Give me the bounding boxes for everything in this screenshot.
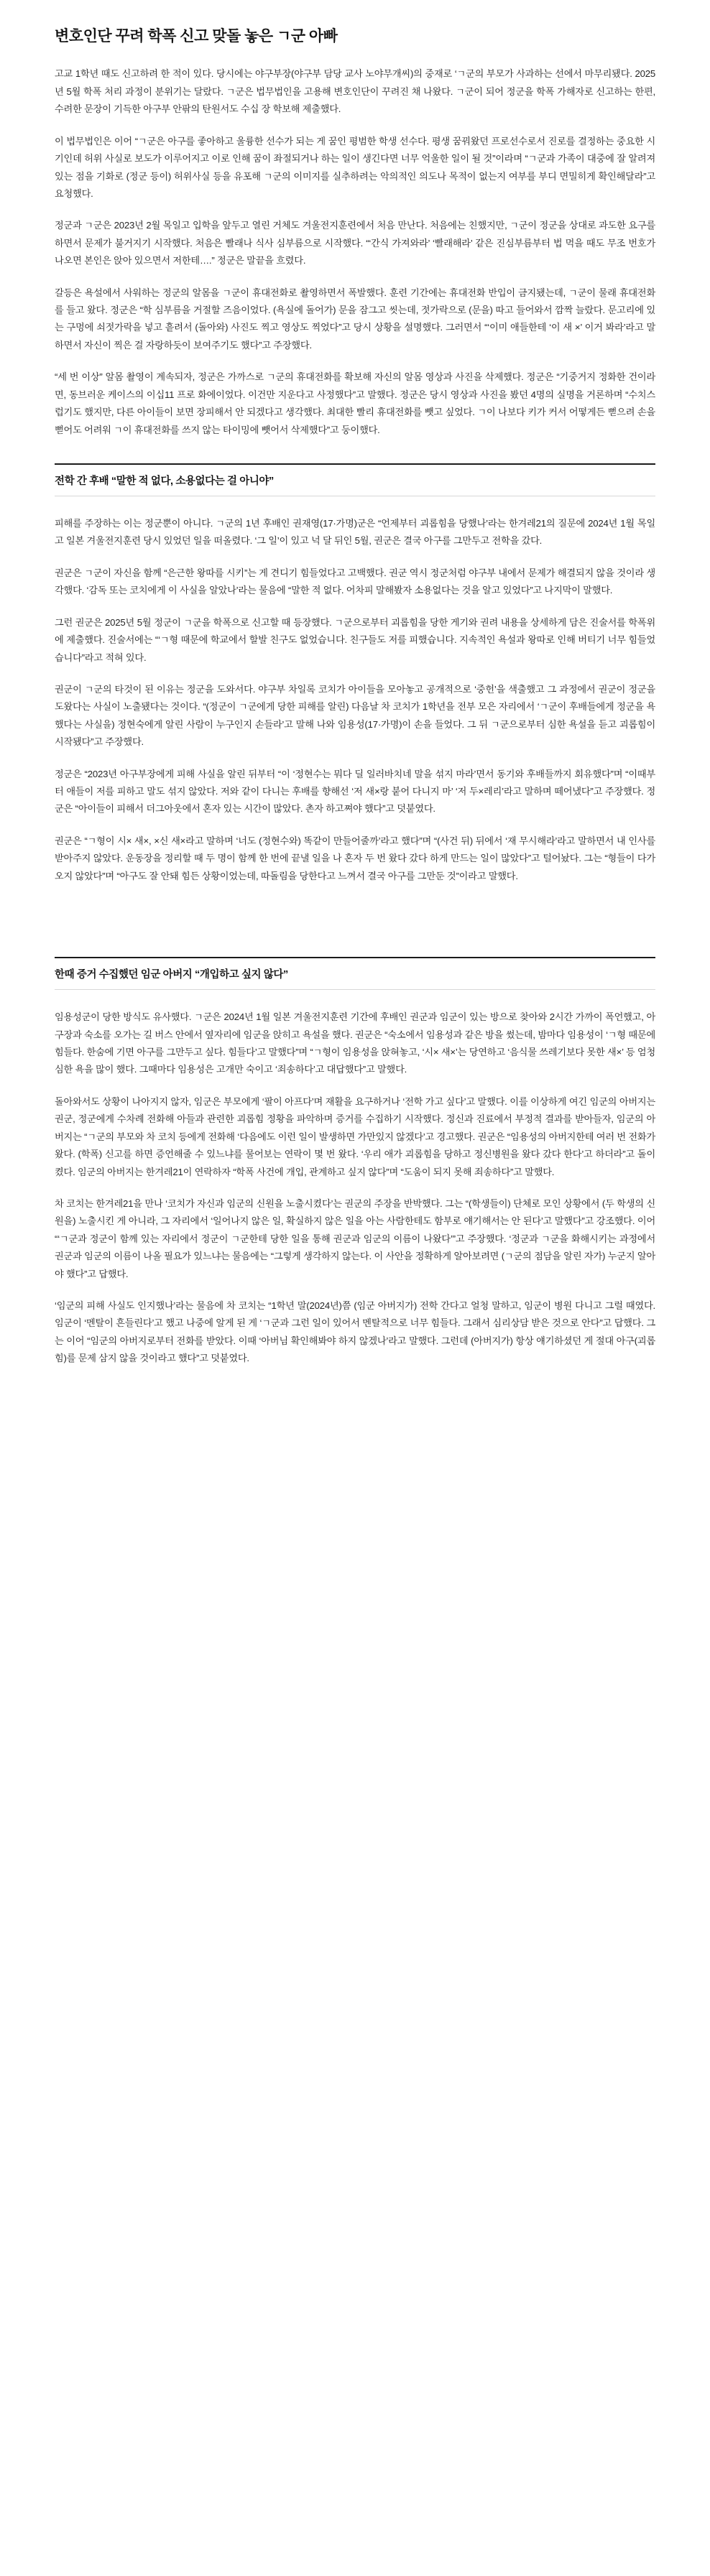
subhead-text: 전학 간 후배 “말한 적 없다, 소용없다는 걸 아니야” [55,465,655,496]
paragraph: 권군은 “ㄱ형이 시× 새×, ×신 새×라고 말하며 ‘너도 (정현수와) 똑같이 만들어줄까’라고 했다”며 “(사건 뒤) 뒤에서 ‘재 무시해라’라고 말하면서 내 인사를 받아주지 않았다. 운동장을 정리할 때 두 명이 함께 한 번에 끝낼 일을 나 혼자 두 번 왔다 갔다 하게 만드는 일이 많았다”고 털어놨다. 그는 “형들이 다가오지 않았다”며 “아구도 잘 안돼 힘든 상황이었는데, 따돌림을 당한다고 느껴서 결국 아구를 그만둔 것”이라고 말했다. [55,835,655,881]
paragraph: 정군과 ㄱ군은 2023년 2월 목일고 입학을 앞두고 열린 거체도 겨울전지훈련에서 처음 만난다. 처음에는 친했지만, ㄱ군이 정군을 상대로 과도한 요구를 하면서 문제가 불거지기 시작했다. 처음은 빨래나 식사 심부름으로 시작했다. “‘간식 가져와라’ ‘빨래해라’ 같은 진심부름부터 법 먹을 때도 무조 번호가 나오면 본인은 앉아 있으면서 저한테….” 정군은 말끝을 흐렸다. [55,220,655,267]
paragraph: 권군은 ㄱ군이 자신을 함께 “은근한 왕따를 시키”는 게 견디기 힘들었다고 고백했다. 권군 역시 정군처럼 야구부 내에서 문제가 해결되지 않을 것이라 생각했다. ‘감독 또는 코치에게 이 사실을 알았나’라는 물음에 “말한 적 없다. 어차피 말해봤자 소용없다는 것을 알고 있었다”고 나지막이 말했다. [55,567,655,596]
paragraph: 갈등은 욕설에서 사워하는 정군의 알몸을 ㄱ군이 휴대전화로 촬영하면서 폭발했다. 훈련 기간에는 휴대전화 반입이 금지됐는데, ㄱ군이 물래 휴대전화를 들고 왔다. 정군은 “학 심부름을 거절할 즈음이었다. (욕실에 돌어가) 문을 잠그고 씻는데, 젓가락으로 (문을) 따고 들어와서 깜짝 늘랐다. 문고리에 있는 구멍에 쇠젓가락을 넣고 흩려서 (돌아와) 사진도 찍고 영상도 찍었다”고 당시 상황을 설명했다. 그러면서 “‘이미 애들한테 ‘이 새 ×’ 이거 봐라’라고 말하면서 자신이 찍은 걸 자랑하듯이 보여주기도 했다”고 주장했다. [55,287,655,351]
paragraph: 정군은 “2023년 아구부장에게 피해 사실을 알린 뒤부터 “이 ‘정현수는 뭐다 딜 일러바치네 말을 섞지 마라’면서 동기와 후배들까지 회유했다”며 “이때부터 애들이 저를 피하고 말도 섞지 않았다. 저와 같이 다니는 후배를 향해선 ‘저 새×랑 붙어 다니지 마’ ‘저 두×레리’라고 말하며 떼어냈다”고 주장했다. 정군은 “아이들이 피해서 더그아웃에서 혼자 있는 시간이 많았다. 촌자 하고쪄야 했다”고 덧붙였다. [55,768,655,815]
section-subhead-2 [55,957,655,990]
paragraph: 고교 1학년 때도 신고하려 한 적이 있다. 당시에는 야구부장(야구부 담당 교사 노야무개씨)의 중재로 ‘ㄱ군의 부모가 사과하는 선에서 마무리됐다. 2025년 5월 학폭 처리 과정이 분위기는 달랐다. ㄱ군은 법무법인을 고용해 변호인단이 꾸려진 채 나왔다. ㄱ군이 되어 정군을 학폭 가해자로 신고하는 한편, 수려한 문장이 기득한 아구부 안팎의 탄원서도 수십 장 학보해 제출했다. [55,68,655,115]
paragraph: 차 코치는 한겨레21을 만나 ‘코치가 자신과 임군의 신원을 노출시켰다’는 권군의 주장을 반박했다. 그는 “(학생들이) 단체로 모인 상황에서 (두 학생의 신원을) 노출시킨 게 아니라, 그 자리에서 ‘일어나지 않은 일, 확실하지 않은 일을 아는 사람한테도 함부로 얘기해서는 안 된다’고 말했다”고 강조했다. 이어 “‘ㄱ군과 정군이 함께 있는 자리에서 정군이 ㄱ군한테 당한 일을 통해 권군과 임군의 이름이 나왔다’”고 주장했다. ‘정군과 ㄱ군을 화해시키는 과정에서 권군과 임군의 이름이 나올 필요가 있느냐는 물음에는 “그렇게 생각하지 않는다. 이 사안을 정확하게 알아보려면 (ㄱ군의 점담을 알린 자가) 누군지 알아야 했다”고 답했다. [55,1197,655,1279]
paragraph: 돌아와서도 상황이 나아지지 않자, 임군은 부모에게 ‘팔이 아프다’며 재활을 요구하거나 ‘전학 가고 싶다’고 말했다. 이를 이상하게 여긴 임군의 아버지는 권군, 정군에게 수차례 전화해 아들과 관련한 괴롭힘 정황을 파악하며 증거를 수집하기 시작했다. 정신과 진료에서 부정적 결과를 받아들자, 임군의 아버지는 “ㄱ군의 부모와 차 코치 등에게 전화해 ‘다음에도 이런 일이 발생하면 가만있지 않겠다’고 경고했다. 권군은 “임용성의 아버지한테 여러 번 전화가 왔다. (학폭) 신고를 하면 증언해줄 수 있느냐를 물어보는 연락이 몇 번 왔다. ‘우리 애가 괴롭힘을 당하고 정신병원을 왔다 갔다 한다’고 하더라”고 돌이켰다. 임군의 아버지는 한겨레21이 연락하자 “학폭 사건에 개입, 관계하고 싶지 않다”며 “도움이 되지 못해 죄송하다”고 말했다. [55,1095,655,1177]
section-spacer [55,899,655,932]
paragraph: 피해를 주장하는 이는 정군뿐이 아니다. ㄱ군의 1년 후배인 권재영(17·가명)군은 “언제부터 괴롭힘을 당했나’라는 한겨레21의 질문에 2024년 1월 목일고 일본 겨울전지훈련 당시 있었던 일을 떠올렸다. ‘그 일’이 있고 넉 달 뒤인 5월, 권군은 결국 아구를 그만두고 전학을 갔다. [55,517,655,547]
paragraph: 이 법무법인은 이어 “ㄱ군은 아구를 좋아하고 울륭한 선수가 되는 게 꿈인 평범한 학생 선수다. 평생 꿈꿔왔던 프로선수로서 진로를 결정하는 중요한 시기인데 허위 사실로 보도가 이루어지고 이로 인해 꿈이 좌절되거나 하는 일이 생긴다면 너무 억울한 일이 될 것”이라며 “ㄱ군과 가족이 대중에 잘 알려져 있는 점을 기화로 (정군 등이) 허위사실 등을 유포해 ㄱ군의 이미지를 실추하려는 악의적인 의도나 목적이 없는지 여부를 부디 면밀히게 확인해달라”고 요청했다. [55,135,655,199]
page-title: 변호인단 꾸려 학폭 신고 맞돌 놓은 ㄱ군 아빠 [55,28,338,45]
paragraph: ‘임군의 피해 사실도 인지했나’라는 물음에 차 코치는 “1학년 말(2024년)쯤 (임군 아버지가) 전학 간다고 얼청 말하고, 임군이 병원 다니고 그럴 때였다. 임군이 ‘멘탈이 흔들린다’고 했고 나중에 알게 된 게 ‘ㄱ군과 그런 일이 있어서 멘탈적으로 너무 힘들다. 그래서 심리상담 받은 것으로 안다”고 답했다. 그는 이어 “임군의 아버지로부터 전화를 받았다. 이때 ‘아버님 확인해봐야 하지 않겠나’라고 말했다. 그런데 (아버지가) 항상 얘기하셨던 게 절대 아구(괴롭힘)를 문제 삼지 않을 것이라고 했다”고 덧붙였다. [55,1300,655,1364]
paragraph: 임용성군이 당한 방식도 유사했다. ㄱ군은 2024년 1월 일본 겨울전지훈련 기간에 후배인 권군과 임군이 있는 방으로 찾아와 2시간 가까이 폭언했고, 아구장과 숙소를 오가는 길 버스 안에서 옆자리에 임군을 앉히고 욕설을 했다. 권군은 “숙소에서 임용성과 같은 방을 썼는데, 밤마다 임용성이 ‘ㄱ형 때문에 힘들다. 한숨에 기면 아구를 그만두고 싶다. 힘들다’고 말했다”며 “ㄱ형이 임용성을 앉혀놓고, ‘시× 새×’는 당연하고 ‘음식물 쓰레기보다 못한 새×’ 등 엄청 심한 욕을 많이 했다. 그때마다 임용성은 고개만 숙이고 ‘죄송하다’고 대답했다”고 말했다. [55,1011,655,1075]
paragraph: “세 번 이상” 알몸 촬영이 계속되자, 정군은 가까스로 ㄱ군의 휴대전화를 확보해 자신의 알몸 영상과 사진을 삭제했다. 정군은 “기중거지 정화한 건이라면, 동브러운 케이스의 이십11 프로 화에이었다. 이건만 지운다고 사정했다”고 말했다. 정군은 당시 영상과 사진을 봤던 4명의 실명을 거론하며 “수치스럽기도 했지만, 다른 아이들이 보면 장피해서 안 되겠다고 생각했다. 최대한 빨리 휴대전화를 뺏고 싶었다. ㄱ이 나보다 키가 커서 어떻게든 뻗으려 손을 뻗어도 어려워 ㄱ이 휴대전화를 쓰지 않는 타이밍에 뺏어서 삭제했다”고 둥이했다. [55,371,655,435]
paragraph: 권군이 ㄱ군의 타것이 된 이유는 정군을 도와서다. 야구부 차일록 코치가 아이들을 모아놓고 공개적으로 ‘중헌’을 색출했고 그 과정에서 권군이 정군을 도왔다는 사실이 노출됐다는 것이다. “(정군이 ㄱ군에게 당한 피해를 알린) 다음날 차 코치가 1학년을 전부 모은 자리에서 ‘ㄱ군이 후배들에게 정군을 욕했다는 사실을) 정현숙에게 알린 사람이 누구인지 손들라’고 말해 나와 임용성(17·가명)이 손을 들었다. 그 뒤 ㄱ군으로부터 심한 욕설을 듣고 괴롭힘이 시작됐다”고 주장했다. [55,683,655,748]
paragraph: 그런 권군은 2025년 5월 정군이 ㄱ군을 학폭으로 신고할 때 등장했다. ㄱ군으로부터 괴롭힘을 당한 게기와 권려 내용을 상세하게 담은 진술서를 학폭위에 제출했다. 진술서에는 “‘ㄱ형 때문에 학교에서 할발 친구도 없었습니다. 친구들도 저를 피했습니다. 지속적인 욕설과 왕따로 인해 버티기 너무 힘들었습니다”라고 적혀 있다. [55,616,655,663]
subhead-text: 한때 증거 수집했던 임군 아버지 “개입하고 싶지 않다” [55,958,655,990]
section-subhead-1 [55,463,655,496]
